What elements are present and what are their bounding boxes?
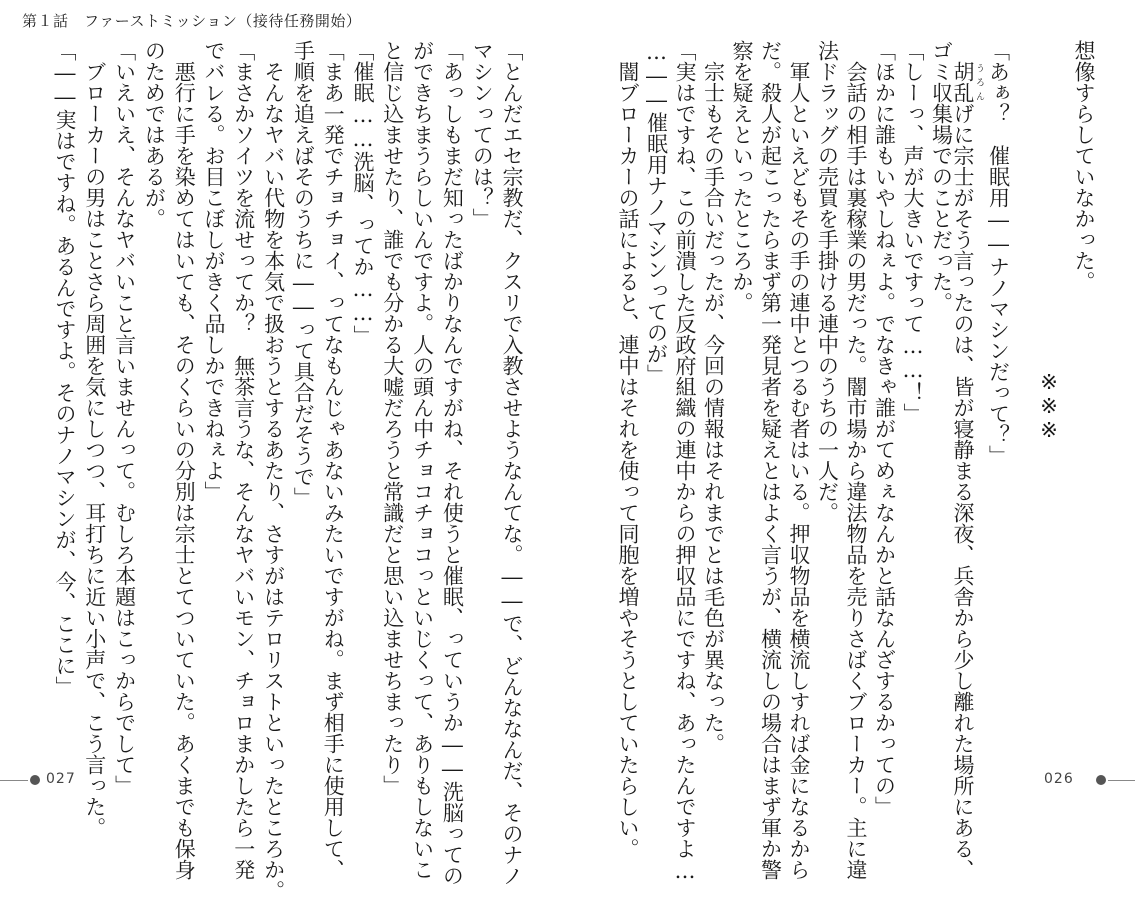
right-page-number: 026: [1044, 771, 1074, 787]
furigana-reading: うろん: [974, 61, 984, 103]
left-page-line: 「あっしもまだ知ったばかりなんですがね、それ使うと催眠、っていうか――洗脳っての: [440, 40, 465, 886]
right-page-line: 宗士もその手合いだったが、今回の情報はそれまでとは毛色が異なった。: [701, 40, 726, 754]
left-page-line: 「――実はですね。あるんですよ。そのナノマシンが、今、ここに」: [53, 40, 77, 697]
left-page-line: 「いえいえ、そんなヤバいこと言いませんって。むしろ本題はこっからでして」: [112, 40, 137, 796]
left-page-line: 「催眠……洗脳、ってか……」: [351, 40, 375, 346]
right-footer-dot: [1096, 775, 1106, 785]
left-page-footer: [0, 771, 120, 791]
left-page-line: 「まあ一発でチョチョイ、ってなもんじゃあないみたいですがね。まず相手に使用して、: [321, 40, 346, 880]
right-page-line: 法ドラッグの売買を手掛ける連中のうちの一人だ。: [815, 40, 840, 523]
left-page-line: ができちまうらしいんですよ。人の頭ん中チョコチョコっといじくって、ありもしないこ: [410, 40, 435, 880]
left-footer-rule: [0, 780, 28, 781]
left-page-line: と信じ込ませたり、誰でも分かる大嘘だろうと常識だと思い込ませちまったり」: [380, 40, 405, 796]
left-page-line: のためではあるが。: [142, 40, 167, 229]
left-page-line: そんなヤバい代物を本気で扱おうとするあたり、さすがはテロリストといったところか。: [261, 40, 286, 901]
left-page-line: 手順を追えばそのうちに――って具合だそうで」: [291, 40, 316, 508]
chapter-header: 第１話 ファーストミッション（接待任務開始）: [22, 12, 362, 30]
right-page-line: 軍人といえどもその手の連中とつるむ者はいる。押収物品を横流しすれば金になるから: [787, 40, 811, 880]
left-page-number: 027: [46, 771, 76, 787]
left-page-line: マシンってのは？」: [470, 40, 495, 229]
right-page-line: 闇ブローカーの話によると、連中はそれを使って同胞を増やそうとしていたらしい。: [616, 40, 640, 859]
left-page-line: 「とんだエセ宗教だ、クスリで入教させようなんてな。――で、どんななんだ、そのナノ: [500, 40, 524, 886]
right-footer-rule: [1108, 780, 1135, 781]
right-page-line: ゴミ収集場でのことだった。: [929, 40, 954, 313]
left-footer-dot: [30, 775, 40, 785]
furigana-ruby: 胡乱 うろん: [951, 61, 984, 103]
left-page-line: ブローカーの男はことさら周囲を気にしつつ、耳打ちに近い小声で、こう言った。: [82, 40, 107, 838]
left-page-line: 悪行に手を染めてはいても、そのくらいの分別は宗士とてついていた。あくまでも保身: [172, 40, 197, 880]
right-page-footer: [1040, 771, 1135, 791]
right-page-line: 「ほかに誰もいやしねぇよ。でなきゃ誰がてめぇなんかと話なんざするかっての」: [872, 40, 897, 817]
right-page-line: だ。殺人が起こったらまず第一発見者を疑えとはよく言うが、横流しの場合はまず軍か警: [758, 40, 783, 880]
right-page-line: 会話の相手は裏稼業の男だった。闇市場から違法物品を売りさばくブローカー。主に違: [844, 40, 868, 880]
right-page-line: 「あぁ？ 催眠用――ナノマシンだって？」: [986, 40, 1011, 466]
left-page-line: でバレる。お目こぼしがきく品しかできねぇよ」: [202, 40, 226, 502]
right-page-line: 想像すらしていなかった。: [1072, 40, 1096, 292]
left-page-line: 「まさかソイツを流せってか？ 無茶言うな、そんなヤバいモン、チョロまかしたら一発: [231, 40, 256, 880]
right-page-line: 察を疑えといったところか。: [730, 40, 754, 313]
right-page-line: 「実はですね、この前潰した反政府組織の連中からの押収品にですね、あったんですよ…: [673, 40, 697, 883]
right-page-line: …――催眠用ナノマシンってのが」: [644, 40, 669, 385]
scene-separator: ※※※: [1037, 370, 1061, 442]
right-page-line: 胡乱 うろんげに宗士がそう言ったのは、皆が寝静まる深夜、兵舎から少し離れた場所にある、: [951, 61, 984, 880]
right-page-line: 「しーっ、声が大きいですって……！」: [901, 40, 925, 424]
